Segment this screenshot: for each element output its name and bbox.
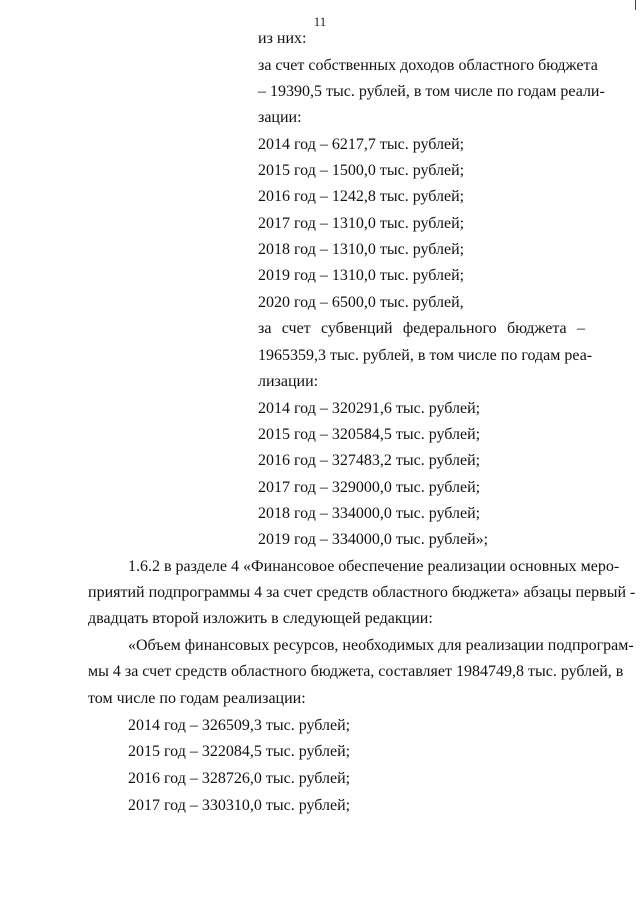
quote-line: «Объем финансовых ресурсов, необходимых для реализации подпрограм- bbox=[128, 637, 634, 654]
subvention-word: федерального bbox=[402, 320, 497, 337]
own-revenue-year-item: 2020 год – 6500,0 тыс. рублей, bbox=[258, 294, 464, 311]
quote-line: том числе по годам реализации: bbox=[88, 690, 306, 707]
own-revenue-year-item: 2019 год – 1310,0 тыс. рублей; bbox=[258, 267, 465, 284]
section-heading-line: 1.6.2 в разделе 4 «Финансовое обеспечение реализации основных меро- bbox=[128, 558, 620, 575]
quote-year-item: 2017 год – 330310,0 тыс. рублей; bbox=[128, 797, 351, 814]
subvention-year-item: 2018 год – 334000,0 тыс. рублей; bbox=[258, 505, 481, 522]
quote-year-item: 2016 год – 328726,0 тыс. рублей; bbox=[128, 770, 351, 787]
own-revenue-year-item: 2016 год – 1242,8 тыс. рублей; bbox=[258, 188, 465, 205]
subvention-year-item: 2014 год – 320291,6 тыс. рублей; bbox=[258, 400, 481, 417]
subvention-line bbox=[258, 319, 585, 339]
subvention-word: за bbox=[258, 320, 272, 337]
own-revenue-year-item: 2015 год – 1500,0 тыс. рублей; bbox=[258, 162, 465, 179]
subvention-line: лизации: bbox=[258, 373, 319, 390]
quote-year-item: 2014 год – 326509,3 тыс. рублей; bbox=[128, 717, 351, 734]
section-heading-line: двадцать второй изложить в следующей редакции: bbox=[88, 610, 433, 627]
own-revenue-year-item: 2014 год – 6217,7 тыс. рублей; bbox=[258, 136, 465, 153]
page-number: 11 bbox=[313, 14, 327, 29]
subvention-word: субвенций bbox=[320, 320, 393, 337]
subvention-word: – bbox=[576, 320, 585, 337]
own-revenue-line: за счет собственных доходов областного бюджета bbox=[258, 57, 598, 74]
subvention-word: счет bbox=[281, 320, 311, 337]
own-revenue-year-item: 2018 год – 1310,0 тыс. рублей; bbox=[258, 241, 465, 258]
quote-year-item: 2015 год – 322084,5 тыс. рублей; bbox=[128, 743, 351, 760]
section-heading-line: приятий подпрограммы 4 за счет средств областного бюджета» абзацы первый - bbox=[88, 584, 636, 601]
subvention-year-item: 2015 год – 320584,5 тыс. рублей; bbox=[258, 426, 481, 443]
own-revenue-year-item: 2017 год – 1310,0 тыс. рублей; bbox=[258, 215, 465, 232]
subvention-year-item: 2017 год – 329000,0 тыс. рублей; bbox=[258, 479, 481, 496]
quote-line: мы 4 за счет средств областного бюджета, составляет 1984749,8 тыс. рублей, в bbox=[88, 663, 624, 680]
subvention-year-item: 2016 год – 327483,2 тыс. рублей; bbox=[258, 452, 481, 469]
subvention-year-item: 2019 год – 334000,0 тыс. рублей»; bbox=[258, 531, 489, 548]
subvention-word: бюджета bbox=[506, 320, 567, 337]
own-revenue-line: – 19390,5 тыс. рублей, в том числе по годам реали- bbox=[258, 83, 605, 100]
subvention-line: 1965359,3 тыс. рублей, в том числе по годам реа- bbox=[258, 347, 593, 364]
own-revenue-line: зации: bbox=[258, 109, 302, 126]
page-corner-mark bbox=[635, 0, 636, 10]
intro-text: из них: bbox=[258, 30, 307, 47]
